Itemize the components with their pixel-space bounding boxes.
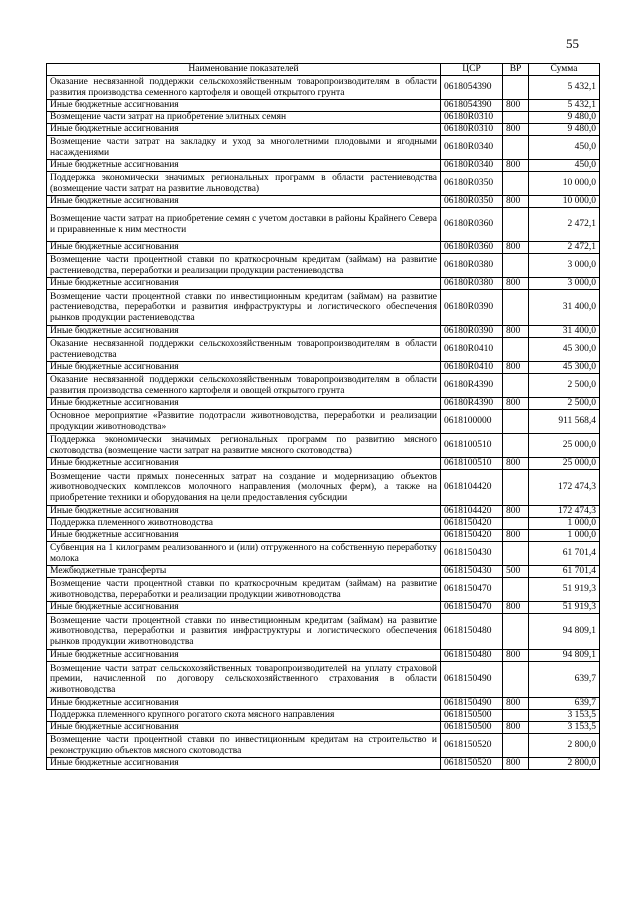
row-sum-cell: 911 568,4 [529,410,600,434]
row-code-cell: 06180R0350 [441,196,503,208]
row-code-cell: 0618150490 [441,698,503,710]
table-row [47,434,600,458]
row-vr-cell: 800 [503,698,529,710]
row-name-cell: Иные бюджетные ассигнования [47,278,441,290]
row-vr-cell: 800 [503,398,529,410]
header-sum: Сумма [529,64,600,76]
row-vr-cell: 800 [503,530,529,542]
row-code-cell: 0618150430 [441,566,503,578]
table-row [47,758,600,770]
row-code-cell: 0618150480 [441,614,503,650]
row-vr-cell: 800 [503,124,529,136]
row-code-cell: 0618100000 [441,410,503,434]
row-vr-cell: 800 [503,458,529,470]
table-row [47,566,600,578]
table-row [47,410,600,434]
row-sum-cell: 25 000,0 [529,458,600,470]
row-name-cell: Иные бюджетные ассигнования [47,326,441,338]
row-sum-cell: 61 701,4 [529,566,600,578]
row-name-cell: Оказание несвязанной поддержки сельскохозяйственным товаропроизводителям в области растениеводства [47,338,441,362]
table-row [47,710,600,722]
row-code-cell: 06180R0360 [441,242,503,254]
row-code-cell: 06180R0390 [441,326,503,338]
row-name-cell: Иные бюджетные ассигнования [47,722,441,734]
row-name-cell: Иные бюджетные ассигнования [47,530,441,542]
row-code-cell: 0618150430 [441,542,503,566]
row-code-cell: 0618150420 [441,530,503,542]
row-vr-cell: 800 [503,326,529,338]
row-code-cell: 06180R0390 [441,290,503,326]
row-sum-cell: 31 400,0 [529,290,600,326]
row-name-cell: Возмещение части процентной ставки по инвестиционным кредитам на строительство и реконструкцию объектов мясного скотоводства [47,734,441,758]
table-header [47,64,600,76]
row-name-cell: Поддержка экономически значимых региональных программ в области растениеводства (возмещение части затрат на развитие льноводства) [47,172,441,196]
table-row [47,100,600,112]
row-code-cell: 0618104420 [441,506,503,518]
row-code-cell: 06180R0310 [441,124,503,136]
table-row [47,578,600,602]
row-vr-cell [503,734,529,758]
table-row [47,734,600,758]
row-code-cell: 06180R0310 [441,112,503,124]
row-vr-cell [503,434,529,458]
row-name-cell: Основное мероприятие «Развитие подотрасли животноводства, переработки и реализации продукции животноводства» [47,410,441,434]
row-sum-cell: 45 300,0 [529,338,600,362]
row-vr-cell: 800 [503,160,529,172]
row-sum-cell: 3 153,5 [529,710,600,722]
row-name-cell: Иные бюджетные ассигнования [47,242,441,254]
row-vr-cell [503,172,529,196]
row-code-cell: 0618150490 [441,662,503,698]
row-name-cell: Возмещение части процентной ставки по инвестиционным кредитам (займам) на развитие растениеводства, переработки и развития инфраструктуры и логистического обеспечения рынков продукции растениеводства [47,290,441,326]
table-row [47,518,600,530]
row-name-cell: Поддержка племенного животноводства [47,518,441,530]
header-name: Наименование показателей [47,64,441,76]
table-row [47,542,600,566]
row-sum-cell: 94 809,1 [529,650,600,662]
row-vr-cell [503,290,529,326]
row-code-cell: 0618150480 [441,650,503,662]
row-sum-cell: 639,7 [529,662,600,698]
row-vr-cell [503,136,529,160]
row-name-cell: Иные бюджетные ассигнования [47,196,441,208]
row-sum-cell: 1 000,0 [529,530,600,542]
table-row [47,506,600,518]
row-sum-cell: 94 809,1 [529,614,600,650]
row-code-cell: 06180R0340 [441,160,503,172]
row-sum-cell: 5 432,1 [529,100,600,112]
row-sum-cell: 45 300,0 [529,362,600,374]
row-vr-cell [503,470,529,506]
row-code-cell: 06180R0380 [441,254,503,278]
row-name-cell: Возмещение части затрат на приобретение семян с учетом доставки в районы Крайнего Севера и приравненные к ним местности [47,208,441,242]
table-row [47,254,600,278]
row-sum-cell: 3 153,5 [529,722,600,734]
row-vr-cell [503,112,529,124]
row-name-cell: Возмещение части затрат сельскохозяйственных товаропроизводителей на уплату страховой премии, начисленной по договору сельскохозяйственного страхования в области животноводства [47,662,441,698]
row-sum-cell: 1 000,0 [529,518,600,530]
row-vr-cell [503,614,529,650]
row-vr-cell: 800 [503,650,529,662]
row-vr-cell: 800 [503,602,529,614]
row-vr-cell: 800 [503,242,529,254]
table-row [47,160,600,172]
row-sum-cell: 172 474,3 [529,470,600,506]
table-row [47,458,600,470]
row-vr-cell: 800 [503,100,529,112]
row-sum-cell: 2 800,0 [529,734,600,758]
row-sum-cell: 5 432,1 [529,76,600,100]
row-sum-cell: 450,0 [529,136,600,160]
row-sum-cell: 10 000,0 [529,196,600,208]
row-code-cell: 0618150470 [441,578,503,602]
row-code-cell: 06180R0410 [441,362,503,374]
table-row [47,530,600,542]
row-sum-cell: 9 480,0 [529,112,600,124]
row-name-cell: Возмещение части процентной ставки по краткосрочным кредитам (займам) на развитие растениеводства, переработки и реализации продукции растениеводства [47,254,441,278]
row-code-cell: 0618150520 [441,734,503,758]
row-sum-cell: 2 500,0 [529,374,600,398]
row-name-cell: Возмещение части процентной ставки по краткосрочным кредитам (займам) на развитие животноводства, переработки и реализации продукции животноводства [47,578,441,602]
row-name-cell: Иные бюджетные ассигнования [47,758,441,770]
row-vr-cell [503,76,529,100]
row-code-cell: 0618150420 [441,518,503,530]
row-vr-cell: 800 [503,362,529,374]
table-row [47,136,600,160]
row-name-cell: Межбюджетные трансферты [47,566,441,578]
table-row [47,650,600,662]
row-code-cell: 06180R4390 [441,374,503,398]
row-vr-cell [503,518,529,530]
row-name-cell: Возмещение части затрат на закладку и уход за многолетними плодовыми и ягодными насаждениями [47,136,441,160]
row-code-cell: 0618150500 [441,722,503,734]
row-name-cell: Возмещение части процентной ставки по инвестиционным кредитам (займам) на развитие животноводства, переработки и развития инфраструктуры и логистического обеспечения рынков продукции животноводства [47,614,441,650]
table-row [47,398,600,410]
row-code-cell: 06180R0410 [441,338,503,362]
row-sum-cell: 2 472,1 [529,208,600,242]
row-sum-cell: 2 800,0 [529,758,600,770]
row-sum-cell: 9 480,0 [529,124,600,136]
row-vr-cell: 800 [503,278,529,290]
row-vr-cell: 800 [503,722,529,734]
row-sum-cell: 10 000,0 [529,172,600,196]
row-name-cell: Поддержка экономически значимых региональных программ по развитию мясного скотоводства (возмещение части затрат на развитие мясного скотоводства) [47,434,441,458]
table-row [47,196,600,208]
row-name-cell: Иные бюджетные ассигнования [47,362,441,374]
row-vr-cell: 500 [503,566,529,578]
row-name-cell: Субвенция на 1 килограмм реализованного и (или) отгруженного на собственную переработку молока [47,542,441,566]
row-sum-cell: 639,7 [529,698,600,710]
table-row [47,112,600,124]
row-name-cell: Поддержка племенного крупного рогатого скота мясного направления [47,710,441,722]
row-sum-cell: 450,0 [529,160,600,172]
table-row [47,208,600,242]
row-name-cell: Оказание несвязанной поддержки сельскохозяйственным товаропроизводителям в области развития производства семенного картофеля и овощей открытого грунта [47,374,441,398]
row-code-cell: 0618100510 [441,434,503,458]
row-name-cell: Иные бюджетные ассигнования [47,124,441,136]
row-code-cell: 06180R0360 [441,208,503,242]
row-code-cell: 06180R0380 [441,278,503,290]
row-vr-cell: 800 [503,506,529,518]
table-row [47,470,600,506]
row-name-cell: Иные бюджетные ассигнования [47,398,441,410]
table-row [47,374,600,398]
row-name-cell: Оказание несвязанной поддержки сельскохозяйственным товаропроизводителям в области развития производства семенного картофеля и овощей открытого грунта [47,76,441,100]
row-sum-cell: 61 701,4 [529,542,600,566]
row-code-cell: 0618104420 [441,470,503,506]
table-row [47,326,600,338]
row-sum-cell: 172 474,3 [529,506,600,518]
row-name-cell: Иные бюджетные ассигнования [47,650,441,662]
row-code-cell: 0618150520 [441,758,503,770]
row-vr-cell [503,710,529,722]
row-code-cell: 0618054390 [441,100,503,112]
row-vr-cell [503,374,529,398]
row-vr-cell [503,542,529,566]
table-row [47,124,600,136]
row-vr-cell: 800 [503,758,529,770]
table-row [47,76,600,100]
row-code-cell: 0618100510 [441,458,503,470]
row-name-cell: Иные бюджетные ассигнования [47,698,441,710]
row-code-cell: 06180R4390 [441,398,503,410]
table-row [47,698,600,710]
row-vr-cell [503,208,529,242]
table-row [47,338,600,362]
row-vr-cell [503,254,529,278]
row-name-cell: Иные бюджетные ассигнования [47,160,441,172]
header-code: ЦСР [441,64,503,76]
row-name-cell: Иные бюджетные ассигнования [47,506,441,518]
row-name-cell: Иные бюджетные ассигнования [47,100,441,112]
row-sum-cell: 31 400,0 [529,326,600,338]
row-vr-cell [503,410,529,434]
row-sum-cell: 3 000,0 [529,254,600,278]
row-sum-cell: 2 472,1 [529,242,600,254]
row-vr-cell [503,338,529,362]
row-name-cell: Иные бюджетные ассигнования [47,602,441,614]
row-sum-cell: 2 500,0 [529,398,600,410]
row-code-cell: 0618150500 [441,710,503,722]
row-vr-cell: 800 [503,196,529,208]
row-sum-cell: 25 000,0 [529,434,600,458]
table-row [47,172,600,196]
table-row [47,278,600,290]
table-row [47,614,600,650]
table-row [47,722,600,734]
row-name-cell: Возмещение части прямых понесенных затрат на создание и модернизацию объектов животноводческих комплексов молочного направления (молочных ферм), а также на приобретение техники и оборудования на цели предоставления субсидии [47,470,441,506]
row-name-cell: Возмещение части затрат на приобретение элитных семян [47,112,441,124]
table-row [47,242,600,254]
budget-table [46,63,600,770]
table-row [47,662,600,698]
page-number: 55 [566,36,579,51]
row-sum-cell: 51 919,3 [529,578,600,602]
header-vr: ВР [503,64,529,76]
table-row [47,602,600,614]
row-code-cell: 06180R0350 [441,172,503,196]
table-body [47,76,600,770]
row-sum-cell: 3 000,0 [529,278,600,290]
row-vr-cell [503,578,529,602]
table-row [47,290,600,326]
row-code-cell: 0618150470 [441,602,503,614]
row-vr-cell [503,662,529,698]
row-sum-cell: 51 919,3 [529,602,600,614]
table-row [47,362,600,374]
row-name-cell: Иные бюджетные ассигнования [47,458,441,470]
row-code-cell: 0618054390 [441,76,503,100]
row-code-cell: 06180R0340 [441,136,503,160]
